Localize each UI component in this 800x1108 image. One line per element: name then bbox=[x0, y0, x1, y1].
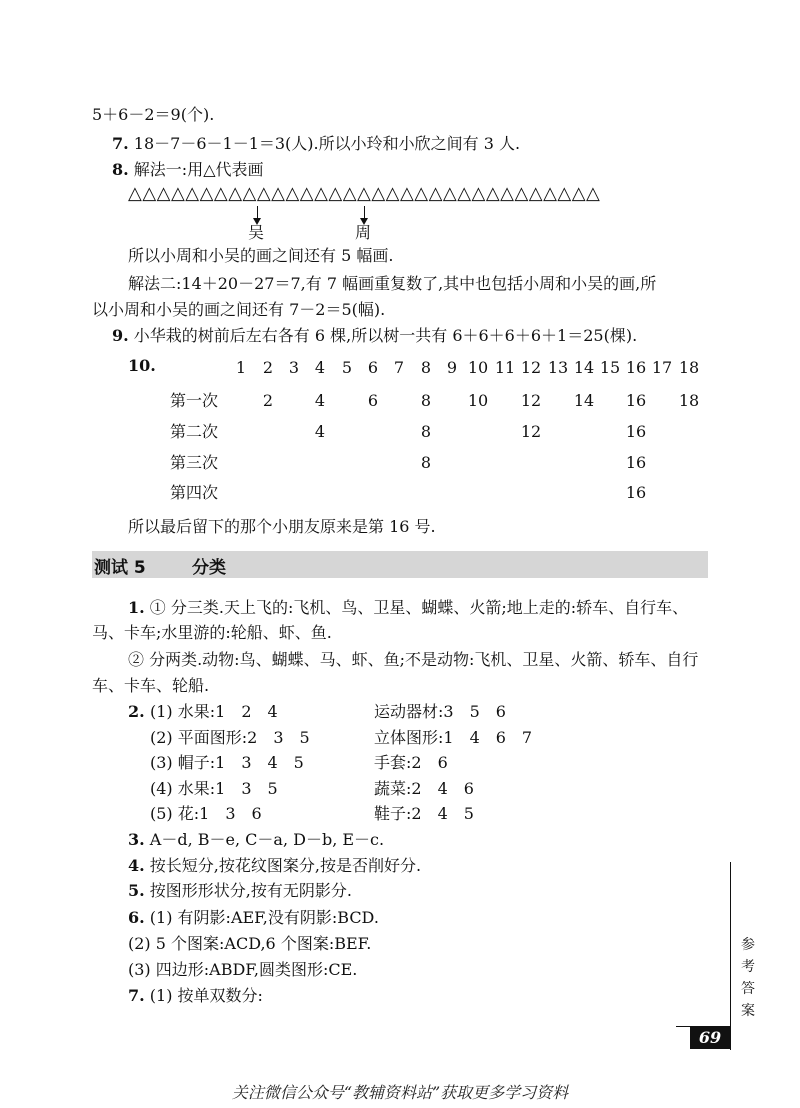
q10-number: 10. bbox=[128, 356, 156, 375]
mark-wu: 吴 bbox=[248, 223, 265, 242]
q8-line: 所以小周和小吴的画之间还有 5 幅画. bbox=[128, 246, 394, 265]
triangle-mark: △ bbox=[500, 183, 514, 204]
q9-answer bbox=[112, 325, 637, 347]
table-cell: 16 bbox=[625, 483, 647, 502]
table-header-cell: 14 bbox=[573, 358, 595, 377]
s2-right: 鞋子:2 4 5 bbox=[374, 804, 474, 823]
triangle-mark: △ bbox=[285, 183, 300, 204]
table-header-cell: 11 bbox=[494, 358, 516, 377]
s1-line: 车、卡车、轮船. bbox=[92, 676, 210, 695]
table-cell: 4 bbox=[314, 391, 326, 410]
table-header-cell: 17 bbox=[651, 358, 673, 377]
triangle-mark: △ bbox=[256, 183, 271, 204]
table-cell: 2 bbox=[262, 391, 274, 410]
table-header-cell: 15 bbox=[599, 358, 621, 377]
side-tab-char: 答 bbox=[741, 981, 755, 997]
side-rule bbox=[730, 862, 731, 1050]
triangle-mark: △ bbox=[328, 183, 343, 204]
table-row-label: 第三次 bbox=[170, 453, 219, 472]
table-cell: 12 bbox=[520, 422, 542, 441]
s2-left: (5) 花:1 3 6 bbox=[150, 804, 262, 823]
s1-line: ② 分两类.动物:鸟、蝴蝶、马、虾、鱼;不是动物:飞机、卫星、火箭、轿车、自行 bbox=[128, 650, 699, 669]
question-number: 1. bbox=[128, 598, 145, 617]
s4-line bbox=[128, 855, 421, 877]
triangle-mark: △ bbox=[399, 183, 414, 204]
table-header-cell: 13 bbox=[547, 358, 569, 377]
section-subtitle: 分类 bbox=[192, 558, 226, 578]
question-number: 8. bbox=[112, 160, 129, 179]
s6-line: (2) 5 个图案:ACD,6 个图案:BEF. bbox=[128, 934, 372, 953]
q9-text: 小华栽的树前后左右各有 6 棵,所以树一共有 6＋6＋6＋6＋1＝25(棵). bbox=[133, 326, 638, 345]
s1-line: 马、卡车;水里游的:轮船、虾、鱼. bbox=[92, 623, 332, 642]
question-number: 9. bbox=[112, 326, 129, 345]
mark-zhou: 周 bbox=[355, 223, 372, 242]
q10-conclusion: 所以最后留下的那个小朋友原来是第 16 号. bbox=[128, 517, 436, 536]
footer-note: 关注微信公众号“教辅资料站”获取更多学习资料 bbox=[231, 1083, 569, 1102]
s6-text: (1) 有阴影:AEF,没有阴影:BCD. bbox=[149, 908, 379, 927]
s2-right: 手套:2 6 bbox=[374, 753, 448, 772]
table-cell: 8 bbox=[420, 422, 432, 441]
q7-text: 18－7－6－1－1＝3(人).所以小玲和小欣之间有 3 人. bbox=[133, 134, 521, 153]
triangle-mark: △ bbox=[199, 183, 214, 204]
triangle-mark: △ bbox=[414, 183, 429, 204]
s2-right: 立体图形:1 4 6 7 bbox=[374, 728, 533, 747]
q8-line: 解法二:14＋20－27＝7,有 7 幅画重复数了,其中也包括小周和小吴的画,所 bbox=[128, 274, 657, 293]
table-cell: 8 bbox=[420, 453, 432, 472]
table-header-cell: 6 bbox=[367, 358, 379, 377]
table-header-cell: 2 bbox=[262, 358, 274, 377]
table-cell: 4 bbox=[314, 422, 326, 441]
triangle-mark: △ bbox=[586, 183, 600, 204]
s6-line bbox=[128, 907, 379, 929]
table-cell: 12 bbox=[520, 391, 542, 410]
table-header-cell: 9 bbox=[446, 358, 458, 377]
s2-left: (1) 水果:1 2 4 bbox=[150, 702, 278, 721]
s5-text: 按图形形状分,按有无阴影分. bbox=[149, 881, 352, 900]
triangle-mark: △ bbox=[428, 183, 443, 204]
section-title: 测试 5 bbox=[94, 558, 146, 578]
table-header-cell: 18 bbox=[678, 358, 700, 377]
triangle-mark: △ bbox=[228, 183, 243, 204]
triangle-mark: △ bbox=[457, 183, 472, 204]
side-tab-char: 考 bbox=[741, 959, 755, 975]
triangle-mark: △ bbox=[471, 183, 486, 204]
triangle-mark: △ bbox=[156, 183, 171, 204]
question-number: 4. bbox=[128, 856, 145, 875]
table-header-cell: 10 bbox=[467, 358, 489, 377]
s6-line: (3) 四边形:ABDF,圆类图形:CE. bbox=[128, 960, 358, 979]
s4-text: 按长短分,按花纹图案分,按是否削好分. bbox=[149, 856, 422, 875]
line-q6-tail: 5＋6－2＝9(个). bbox=[92, 105, 215, 124]
triangle-mark: △ bbox=[342, 183, 357, 204]
s3-line bbox=[128, 829, 384, 851]
table-header-cell: 16 bbox=[625, 358, 647, 377]
page-number: 69 bbox=[690, 1027, 730, 1049]
triangle-mark: △ bbox=[385, 183, 400, 204]
table-cell: 6 bbox=[367, 391, 379, 410]
triangle-mark: △ bbox=[485, 183, 500, 204]
s5-line bbox=[128, 880, 352, 902]
q7-answer bbox=[112, 133, 520, 155]
table-row-label: 第一次 bbox=[170, 391, 219, 410]
triangle-mark: △ bbox=[442, 183, 457, 204]
table-cell: 16 bbox=[625, 453, 647, 472]
table-header-cell: 1 bbox=[235, 358, 247, 377]
q8-heading bbox=[112, 159, 264, 181]
question-number: 2. bbox=[128, 702, 145, 721]
s2-left: (4) 水果:1 3 5 bbox=[150, 779, 278, 798]
s2-right: 蔬菜:2 4 6 bbox=[374, 779, 474, 798]
s2-right: 运动器材:3 5 6 bbox=[374, 702, 506, 721]
question-number: 7. bbox=[128, 986, 145, 1005]
q8-method1: 解法一:用△代表画 bbox=[133, 160, 264, 179]
triangle-mark: △ bbox=[213, 183, 228, 204]
triangle-mark: △ bbox=[170, 183, 185, 204]
table-header-cell: 4 bbox=[314, 358, 326, 377]
table-header-cell: 5 bbox=[341, 358, 353, 377]
table-header-cell: 12 bbox=[520, 358, 542, 377]
triangle-mark: △ bbox=[271, 183, 285, 204]
table-cell: 16 bbox=[625, 422, 647, 441]
triangle-row bbox=[128, 183, 600, 205]
triangle-mark: △ bbox=[557, 183, 572, 204]
question-number: 6. bbox=[128, 908, 145, 927]
triangle-mark: △ bbox=[142, 183, 157, 204]
question-number: 3. bbox=[128, 830, 145, 849]
q8-line: 以小周和小吴的画之间还有 7－2＝5(幅). bbox=[92, 300, 386, 319]
triangle-mark: △ bbox=[299, 183, 314, 204]
s2-left: (3) 帽子:1 3 4 5 bbox=[150, 753, 304, 772]
triangle-mark: △ bbox=[242, 183, 257, 204]
table-header-cell: 3 bbox=[288, 358, 300, 377]
table-row-label: 第二次 bbox=[170, 422, 219, 441]
question-number: 5. bbox=[128, 881, 145, 900]
table-cell: 14 bbox=[573, 391, 595, 410]
side-tab-char: 参 bbox=[741, 937, 755, 953]
section-header bbox=[92, 551, 708, 578]
triangle-mark: △ bbox=[371, 183, 386, 204]
s1-text: ① 分三类.天上飞的:飞机、鸟、卫星、蝴蝶、火箭;地上走的:轿车、自行车、 bbox=[149, 598, 689, 617]
triangle-mark: △ bbox=[185, 183, 200, 204]
table-header-cell: 7 bbox=[393, 358, 405, 377]
table-cell: 18 bbox=[678, 391, 700, 410]
side-tab-char: 案 bbox=[741, 1003, 755, 1019]
triangle-mark: △ bbox=[528, 183, 543, 204]
s7-line bbox=[128, 985, 263, 1007]
s3-text: A－d, B－e, C－a, D－b, E－c. bbox=[149, 830, 385, 849]
table-cell: 8 bbox=[420, 391, 432, 410]
table-header-cell: 8 bbox=[420, 358, 432, 377]
table-row-label: 第四次 bbox=[170, 483, 219, 502]
table-cell: 10 bbox=[467, 391, 489, 410]
triangle-mark: △ bbox=[571, 183, 586, 204]
triangle-mark: △ bbox=[514, 183, 529, 204]
s2-left: (2) 平面图形:2 3 5 bbox=[150, 728, 310, 747]
triangle-mark: △ bbox=[357, 183, 371, 204]
triangle-mark: △ bbox=[314, 183, 328, 204]
triangle-mark: △ bbox=[543, 183, 557, 204]
table-cell: 16 bbox=[625, 391, 647, 410]
triangle-mark: △ bbox=[128, 183, 142, 204]
s7-text: (1) 按单双数分: bbox=[149, 986, 263, 1005]
question-number: 7. bbox=[112, 134, 129, 153]
s1-line bbox=[128, 597, 688, 619]
